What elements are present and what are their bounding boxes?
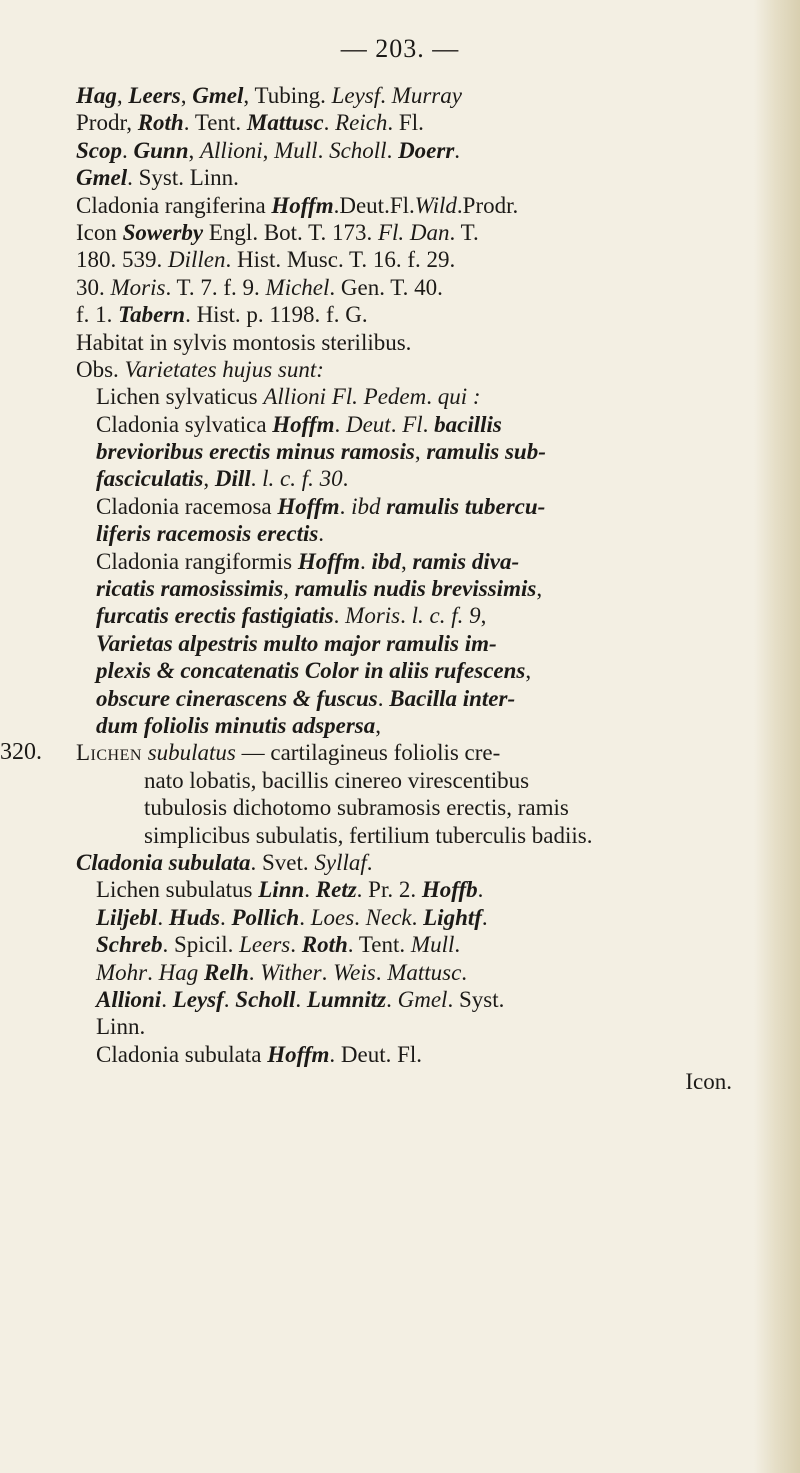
text-segment: , [375, 712, 382, 738]
text-segment: Gmel [397, 986, 448, 1012]
text-line [52, 931, 752, 958]
text-segment: Syllaf [314, 849, 367, 875]
text-segment: . [250, 466, 263, 492]
text-line [52, 493, 752, 520]
text-segment: Wither [260, 959, 322, 985]
text-line [52, 712, 752, 739]
text-segment: ramulis nudis brevissimis [294, 576, 537, 602]
text-segment: . [147, 959, 159, 985]
text-segment: Pollich [231, 904, 300, 930]
text-segment: Roth [301, 932, 348, 958]
text-segment: ramulis sub- [426, 439, 546, 465]
text-segment: . Svet. [250, 849, 315, 875]
text-segment: ramulis tubercu- [386, 493, 546, 519]
text-segment: . [454, 137, 461, 163]
text-segment: Linn [258, 877, 305, 903]
text-segment: tubulosis dichotomo subramosis erectis, ramis [144, 795, 569, 821]
text-segment: , [262, 137, 275, 163]
text-segment: Lichen sylvaticus [96, 384, 264, 410]
text-segment: Color in aliis rufescens [304, 658, 526, 684]
text-line [52, 137, 752, 164]
text-segment: . [380, 83, 392, 108]
text-segment: ricatis ramosissimis [96, 576, 284, 602]
text-line [52, 411, 752, 438]
text-segment: . [342, 466, 349, 492]
text-segment: . Syst. [447, 986, 505, 1012]
text-segment: Murray [391, 83, 462, 108]
text-segment: . [422, 411, 435, 437]
text-segment: . Tent. [183, 110, 247, 136]
text-segment: Tabern [118, 302, 186, 328]
text-line [52, 657, 752, 684]
text-segment: Cladonia sylvatica [96, 411, 273, 437]
text-segment: . [248, 959, 261, 985]
text-segment: Liljebl [96, 904, 158, 930]
text-segment: Habitat in sylvis montosis sterilibus. [76, 329, 412, 355]
text-segment: Icon. [685, 1069, 732, 1095]
text-segment: bacillis [434, 411, 502, 437]
page-binding-shadow [754, 0, 800, 1473]
text-segment: , [203, 466, 215, 492]
text-segment: , [480, 603, 487, 629]
text-segment: brevioribus erectis minus ramosis [96, 439, 415, 465]
text-segment: . [161, 986, 173, 1012]
text-segment: Mohr [96, 959, 148, 985]
text-segment: . [339, 493, 352, 519]
text-segment: . Syst. Linn. [127, 165, 239, 191]
text-segment: Gunn [133, 137, 189, 163]
text-segment: Deut [345, 411, 391, 437]
text-segment: . [304, 877, 316, 903]
text-segment: . Hist. p. 1198. f. G. [185, 302, 368, 328]
text-segment: . Gen. T. 40. [329, 274, 443, 300]
text-segment: . T. [449, 219, 479, 245]
text-segment: Prodr, [76, 110, 138, 136]
text-segment: Hoffm [272, 411, 335, 437]
text-segment: qui : [437, 384, 481, 410]
text-segment: Hoffm [277, 493, 340, 519]
text-segment: Cladonia rangiformis [96, 548, 298, 574]
text-segment: Scop [76, 137, 122, 163]
text-body [0, 82, 752, 1095]
text-line [52, 876, 752, 903]
text-line [52, 1041, 752, 1068]
text-segment: Hag [158, 959, 199, 985]
text-segment: . Spicil. [162, 932, 240, 958]
text-segment: Leysf [172, 986, 224, 1012]
text-segment: Loes [310, 904, 355, 930]
text-segment: ramis diva- [412, 548, 520, 574]
text-segment: Reich [335, 110, 388, 136]
text-line [52, 82, 752, 109]
text-segment: .Deut.Fl. [333, 192, 415, 218]
text-line [0, 739, 752, 766]
text-segment: . Fl. [387, 110, 424, 136]
text-segment: Moris [345, 603, 401, 629]
text-segment: Dillen [168, 247, 226, 273]
text-segment: ibd [351, 493, 381, 519]
text-segment: . [386, 137, 399, 163]
text-segment: Hoffm [297, 548, 361, 574]
text-line [52, 274, 752, 301]
text-segment: . [295, 986, 307, 1012]
text-line [52, 767, 752, 794]
text-segment: Lichen subulatus [96, 877, 259, 903]
text-segment: fasciculatis [96, 466, 204, 492]
text-segment: l. c. f. 30 [262, 466, 343, 492]
text-segment: f. 1. [76, 302, 119, 328]
text-segment: plexis & concatenatis [96, 658, 300, 684]
text-line [52, 246, 752, 273]
text-line [52, 575, 752, 602]
text-segment: Allioni [199, 137, 263, 163]
text-segment: dum foliolis minutis adspersa [96, 712, 376, 738]
text-line [52, 986, 752, 1013]
text-segment: Leers [239, 932, 291, 958]
text-segment: Lichen [76, 740, 142, 766]
text-segment: , Tubing. [243, 83, 332, 108]
text-segment: — cartilagineus foliolis cre- [235, 740, 501, 766]
text-segment: Bacilla inter- [389, 685, 516, 711]
text-segment: liferis racemosis erectis [96, 521, 319, 547]
text-segment: , [283, 576, 295, 602]
text-line [52, 301, 752, 328]
text-segment: Engl. Bot. T. 173. [203, 219, 378, 245]
text-segment: . [157, 904, 169, 930]
text-segment: Gmel [76, 165, 128, 191]
text-segment: 180. 539. [76, 247, 168, 273]
text-segment: . [360, 548, 372, 574]
text-segment: . [377, 685, 390, 711]
text-line [52, 794, 752, 821]
text-segment: Wild [414, 192, 457, 218]
text-segment: Hag [76, 83, 117, 108]
text-segment: . Hist. Musc. T. 16. f. 29. [225, 247, 456, 273]
text-line [52, 1013, 752, 1040]
text-segment: nato lobatis, bacillis cinereo virescentibus [144, 767, 530, 793]
text-line [52, 520, 752, 547]
text-segment: . [290, 932, 302, 958]
text-segment: Mattusc [387, 959, 462, 985]
text-segment: . [454, 932, 461, 958]
text-line [52, 192, 752, 219]
text-segment: Cladonia rangiferina [76, 192, 272, 218]
text-segment: Scholl [329, 137, 387, 163]
text-line [52, 465, 752, 492]
text-segment: . [461, 959, 468, 985]
text-segment: Mull [410, 932, 455, 958]
text-segment: Leers [128, 83, 181, 108]
text-segment: . Pr. 2. [356, 877, 422, 903]
text-segment: , [116, 83, 129, 108]
text-segment: . Deut. Fl. [329, 1041, 423, 1067]
text-segment: , [400, 548, 413, 574]
text-segment: Roth [137, 110, 184, 136]
text-segment: Lightf [423, 904, 482, 930]
text-segment: . [426, 384, 438, 410]
text-segment: . [334, 411, 346, 437]
text-line [52, 959, 752, 986]
text-segment: . [375, 959, 388, 985]
text-segment: , [188, 137, 200, 163]
text-segment: Michel [265, 274, 330, 300]
text-segment: Sowerby [122, 219, 204, 245]
text-segment: . [366, 849, 373, 875]
text-segment: . [219, 904, 232, 930]
text-segment: Doerr [398, 137, 455, 163]
text-segment: Icon [76, 219, 123, 245]
text-segment: Gmel [192, 83, 244, 108]
text-line [52, 329, 752, 356]
text-segment: Lumnitz [306, 986, 387, 1012]
text-segment: Varietas alpestris multo major ramulis im- [96, 630, 497, 656]
text-line [52, 219, 752, 246]
text-segment: Mattusc [246, 110, 324, 136]
text-segment: . [354, 904, 366, 930]
text-segment: Allioni Fl. Pedem [263, 384, 427, 410]
text-segment: Relh [204, 959, 249, 985]
text-segment: , [525, 658, 532, 684]
text-segment: , [536, 576, 543, 602]
text-segment: , [414, 439, 427, 465]
text-segment: . [386, 986, 398, 1012]
text-segment: . [481, 904, 488, 930]
text-segment: Hoffb [421, 877, 478, 903]
text-segment: . [400, 603, 412, 629]
text-segment: Cladonia racemosa [96, 493, 278, 519]
text-segment: . [317, 137, 330, 163]
text-line [52, 438, 752, 465]
text-segment: . [122, 137, 134, 163]
text-segment: Schreb [96, 932, 163, 958]
page-number: — 203. — [340, 34, 460, 63]
text-line [52, 1068, 752, 1095]
text-segment: Moris [110, 274, 166, 300]
text-segment: Varietates hujus sunt: [124, 356, 324, 382]
text-segment: . [323, 110, 336, 136]
entry-number: 320. [0, 739, 42, 766]
text-line [52, 164, 752, 191]
text-segment: . [321, 959, 334, 985]
text-line [52, 109, 752, 136]
text-segment: furcatis erectis fastigiatis [96, 603, 334, 629]
text-segment: .Prodr. [456, 192, 519, 218]
text-segment: Dill [214, 466, 251, 492]
text-segment: . T. 7. f. 9. [165, 274, 266, 300]
text-segment: 30. [76, 274, 111, 300]
text-segment: . [411, 904, 424, 930]
text-segment: . [223, 986, 236, 1012]
text-segment: . Tent. [347, 932, 411, 958]
text-segment: . [390, 411, 403, 437]
text-line [52, 548, 752, 575]
text-segment: Obs. [76, 356, 125, 382]
text-segment: Leysf [331, 83, 381, 108]
text-segment: Cladonia subulata [96, 1041, 268, 1067]
text-segment: Huds [168, 904, 220, 930]
text-segment: simplicibus subulatis, fertilium tuberculis badiis. [144, 822, 593, 848]
text-segment: . [318, 521, 325, 547]
text-line [52, 630, 752, 657]
text-line [52, 356, 752, 383]
text-segment: Weis [333, 959, 376, 985]
text-line [52, 822, 752, 849]
text-segment: . [477, 877, 484, 903]
text-segment: Neck [365, 904, 412, 930]
text-segment: Scholl [235, 986, 296, 1012]
text-line [52, 685, 752, 712]
text-segment: Allioni [96, 986, 162, 1012]
text-segment: , [180, 83, 193, 108]
text-segment: Fl [402, 411, 423, 437]
text-segment: l. c. f. 9 [411, 603, 481, 629]
text-segment: Mull [274, 137, 318, 163]
text-segment: . [299, 904, 311, 930]
text-segment: Linn. [96, 1014, 146, 1040]
text-line [52, 383, 752, 410]
text-segment: ibd [371, 548, 401, 574]
text-segment: Retz [315, 877, 357, 903]
text-segment: . [333, 603, 346, 629]
text-line [52, 602, 752, 629]
text-segment: Hoffm [267, 1041, 330, 1067]
text-segment: obscure cinerascens & fuscus [96, 685, 378, 711]
text-segment: Hoffm [271, 192, 334, 218]
text-segment: Fl. Dan [377, 219, 450, 245]
text-segment: subulatus [147, 740, 236, 766]
text-line [52, 904, 752, 931]
text-line [52, 849, 752, 876]
text-segment: Cladonia subulata [76, 849, 251, 875]
